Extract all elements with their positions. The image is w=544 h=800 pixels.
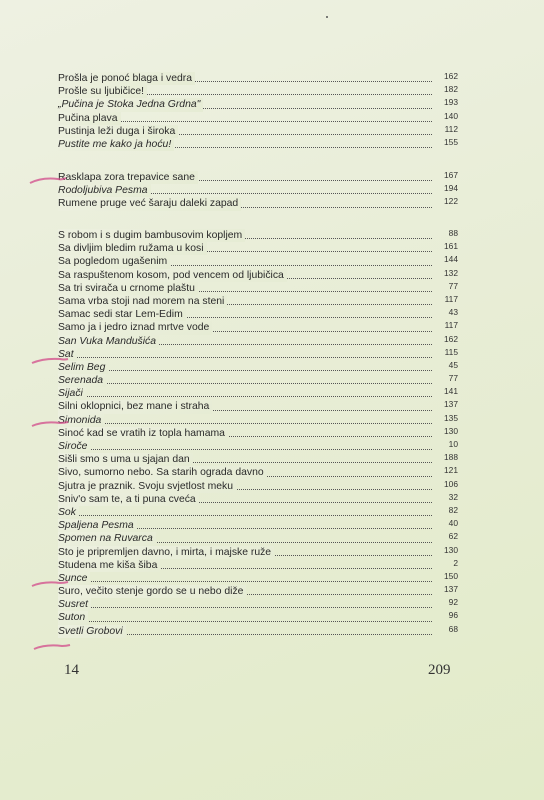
entry-page-number: 32 [448, 491, 458, 502]
entry-title: Sa raspuštenom kosom, pod vencem od ljubičica [58, 269, 287, 282]
entry-title: Samac sedi star Lem-Edim [58, 308, 186, 321]
entry-page-number: 193 [444, 97, 458, 108]
entry-title: Sijači [58, 387, 86, 400]
dot-leader [58, 621, 432, 622]
entry-page-number: 137 [444, 584, 458, 595]
entry-title: Sa tri svirača u crnome plaštu [58, 282, 198, 295]
entry-title: Silni oklopnici, bez mane i straha [58, 400, 212, 413]
entry-page-number: 68 [448, 623, 458, 634]
entry-title: Sunce [58, 572, 90, 585]
entry-title: Selim Beg [58, 361, 108, 374]
entry-title: Serenada [58, 374, 106, 387]
entry-title: Spaljena Pesma [58, 519, 137, 532]
entry-page-number: 77 [448, 280, 458, 291]
index-entry [58, 308, 458, 321]
entry-title: Pustite me kako ja hoću! [58, 138, 174, 151]
entry-page-number: 150 [444, 570, 458, 581]
index-entry [58, 269, 458, 282]
index-entry [58, 493, 458, 506]
index-entry [58, 387, 458, 400]
entry-title: Sišli smo s uma u sjajan dan [58, 453, 193, 466]
index-entry [58, 282, 458, 295]
entry-page-number: 182 [444, 84, 458, 95]
index-entry [58, 229, 458, 242]
entry-page-number: 122 [444, 196, 458, 207]
index-entry [58, 559, 458, 572]
entry-page-number: 88 [448, 228, 458, 238]
index-entry [58, 98, 458, 111]
index-entry [58, 361, 458, 374]
index-entry [58, 506, 458, 519]
entry-title: Prošle su ljubičice! [58, 85, 147, 98]
entry-page-number: 117 [444, 320, 458, 331]
index-entry [58, 197, 458, 210]
entry-page-number: 62 [448, 531, 458, 542]
paper-speck [326, 16, 328, 18]
index-entry [58, 585, 458, 598]
entry-page-number: 10 [448, 439, 458, 449]
index-entry [58, 171, 458, 184]
dot-leader [58, 581, 432, 582]
index-entry [58, 335, 458, 348]
entry-title: Suton [58, 611, 88, 624]
dot-leader [58, 396, 432, 397]
entry-title: Sa divljim bledim ružama u kosi [58, 242, 207, 255]
entry-title: Sok [58, 506, 79, 519]
entry-page-number: 96 [448, 610, 458, 621]
entry-page-number: 130 [444, 425, 458, 436]
entry-page-number: 40 [448, 518, 458, 529]
footer-left-number: 14 [64, 662, 79, 678]
entry-title: Susret [58, 598, 91, 611]
entry-page-number: 144 [444, 254, 458, 265]
entry-page-number: 161 [444, 241, 458, 252]
entry-title: Pustinja leži duga i široka [58, 125, 178, 138]
entry-title: Spomen na Ruvarca [58, 532, 156, 545]
dot-leader [58, 370, 432, 371]
entry-page-number: 141 [444, 386, 458, 397]
index-group-p [58, 72, 458, 151]
entry-title: Siroče [58, 440, 90, 453]
entry-page-number: 188 [444, 452, 458, 463]
index-entry [58, 72, 458, 85]
index-entry [58, 400, 458, 413]
entry-page-number: 130 [444, 544, 458, 555]
entry-page-number: 137 [444, 399, 458, 410]
entry-page-number: 162 [444, 333, 458, 344]
entry-page-number: 77 [448, 373, 458, 384]
entry-title: Rumene pruge već šaraju daleki zapad [58, 197, 241, 210]
index-entry [58, 414, 458, 427]
entry-title: Rodoljubiva Pesma [58, 184, 151, 197]
index-entry [58, 625, 458, 638]
index-entry [58, 374, 458, 387]
entry-page-number: 2 [453, 557, 458, 568]
index-entry [58, 427, 458, 440]
entry-page-number: 194 [444, 183, 458, 194]
entry-page-number: 115 [444, 346, 458, 357]
index-entry [58, 85, 458, 98]
dot-leader [58, 423, 432, 424]
entry-title: Samo ja i jedro iznad mrtve vode [58, 321, 212, 334]
entry-title: Simonida [58, 414, 104, 427]
index-entry [58, 112, 458, 125]
pen-mark-5 [32, 641, 72, 653]
entry-page-number: 121 [444, 465, 458, 476]
entry-title: Sat [58, 348, 77, 361]
entry-title: Svetli Grobovi [58, 625, 126, 638]
index-entry [58, 453, 458, 466]
entry-page-number: 117 [444, 293, 458, 304]
index-entry [58, 125, 458, 138]
entry-page-number: 112 [444, 123, 458, 134]
index-entry [58, 440, 458, 453]
entry-title: Sto je pripremljen davno, i mirta, i majske ruže [58, 546, 274, 559]
index-entry [58, 295, 458, 308]
entry-title: Sama vrba stoji nad morem na steni [58, 295, 227, 308]
dot-leader [58, 607, 432, 608]
entry-page-number: 167 [444, 170, 458, 180]
dot-leader [58, 383, 432, 384]
dot-leader [58, 515, 432, 516]
entry-title: S robom i s dugim bambusovim kopljem [58, 229, 245, 242]
index-entry [58, 532, 458, 545]
entry-title: San Vuka Mandušića [58, 335, 159, 348]
entry-page-number: 82 [448, 504, 458, 515]
entry-title: Sivo, sumorno nebo. Sa starih ograda davno [58, 466, 267, 479]
entry-page-number: 140 [444, 110, 458, 121]
entry-title: „Pučina je Stoka Jedna Grdna" [58, 98, 203, 111]
index-entry [58, 572, 458, 585]
index-group-r [58, 171, 458, 211]
entry-page-number: 155 [444, 136, 458, 147]
index-entry [58, 255, 458, 268]
index-entry [58, 242, 458, 255]
dot-leader [58, 449, 432, 450]
index-entry [58, 598, 458, 611]
index-entry [58, 480, 458, 493]
index-entry [58, 138, 458, 151]
index-entry [58, 519, 458, 532]
dot-leader [58, 357, 432, 358]
entry-title: Prošla je ponoć blaga i vedra [58, 72, 195, 85]
page-number: 209 [428, 662, 451, 678]
entry-title: Sa pogledom ugašenim [58, 255, 170, 268]
entry-page-number: 162 [444, 71, 458, 81]
entry-page-number: 135 [444, 412, 458, 423]
entry-title: Suro, večito stenje gordo se u nebo diže [58, 585, 246, 598]
index-entry [58, 466, 458, 479]
entry-page-number: 132 [444, 267, 458, 278]
index-entry [58, 546, 458, 559]
entry-title: Sjutra je praznik. Svoju svjetlost meku [58, 480, 236, 493]
index-group-s [58, 229, 458, 638]
entry-title: Rasklapa zora trepavice sane [58, 171, 198, 184]
entry-page-number: 43 [448, 307, 458, 318]
entry-title: Sniv'o sam te, a ti puna cveća [58, 493, 199, 506]
index-entry [58, 321, 458, 334]
index-entry [58, 611, 458, 624]
entry-title: Studena me kiša šiba [58, 559, 160, 572]
index-entry [58, 184, 458, 197]
entry-page-number: 92 [448, 597, 458, 608]
entry-title: Pučina plava [58, 112, 121, 125]
entry-title: Sinoć kad se vratih iz topla hamama [58, 427, 228, 440]
entry-page-number: 106 [444, 478, 458, 489]
index-entry [58, 348, 458, 361]
entry-page-number: 45 [448, 359, 458, 370]
